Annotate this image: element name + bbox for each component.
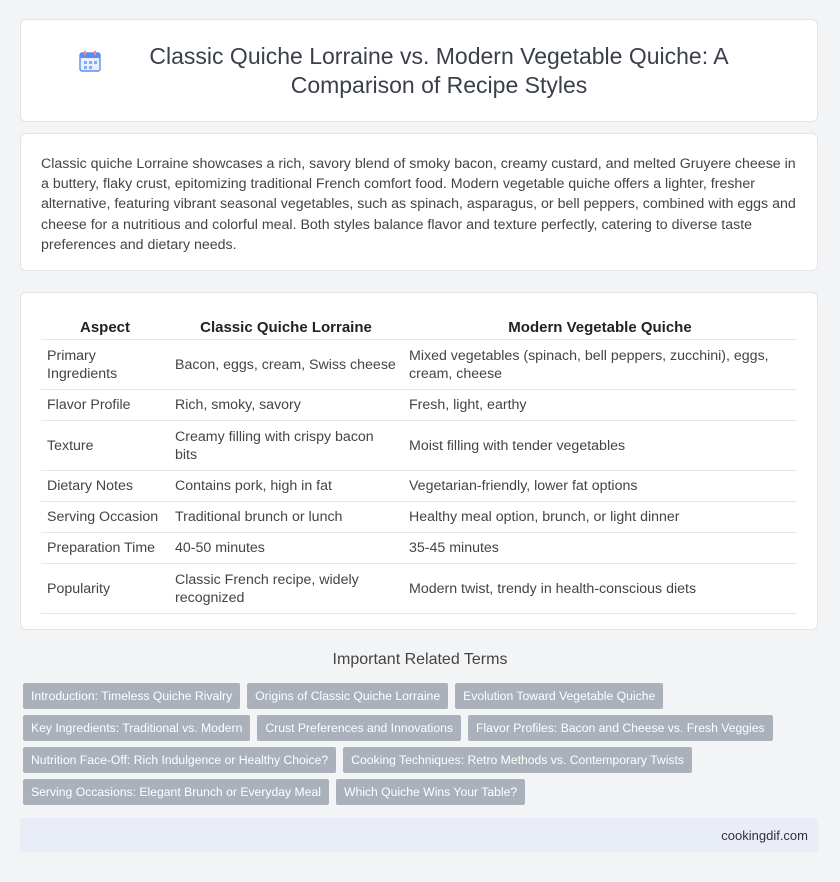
page-title: Classic Quiche Lorraine vs. Modern Vegetable Quiche: A Comparison of Recipe Styles [149, 42, 729, 98]
related-terms-heading: Important Related Terms [332, 651, 508, 668]
table-cell: Mixed vegetables (spinach, bell peppers, zucchini), eggs, cream, cheese [403, 340, 797, 390]
column-header-modern: Modern Vegetable Quiche [403, 313, 797, 340]
column-header-aspect: Aspect [41, 313, 169, 340]
table-cell: Vegetarian-friendly, lower fat options [403, 471, 797, 502]
footer [20, 818, 818, 852]
related-term-tag[interactable]: Origins of Classic Quiche Lorraine [247, 683, 448, 709]
table-cell: Serving Occasion [41, 502, 169, 533]
intro-paragraph: Classic quiche Lorraine showcases a rich, savory blend of smoky bacon, creamy custard, and melted Gruyere cheese in a buttery, flaky crust, epitomizing traditional French comfort food. Modern vegetable quiche offers a lighter, fresher alternative, featuring vibrant seasonal vegetables, such as spinach, asparagus, or bell peppers, combined with eggs and cheese for a nutritious and colorful meal. Both styles balance flavor and texture perfectly, catering to diverse taste preferences and dietary needs. [41, 156, 796, 253]
related-term-tag[interactable]: Nutrition Face-Off: Rich Indulgence or Healthy Choice? [23, 747, 336, 773]
table-header-row [41, 313, 797, 340]
table-row [41, 390, 797, 421]
table-cell: Bacon, eggs, cream, Swiss cheese [169, 340, 403, 390]
comparison-table-card [20, 292, 818, 630]
related-term-tag[interactable]: Serving Occasions: Elegant Brunch or Everyday Meal [23, 779, 329, 805]
related-term-tag[interactable]: Which Quiche Wins Your Table? [336, 779, 525, 805]
table-cell: 40-50 minutes [169, 533, 403, 564]
title-wrap [79, 42, 759, 100]
related-term-tag[interactable]: Cooking Techniques: Retro Methods vs. Contemporary Twists [343, 747, 692, 773]
table-cell: Modern twist, trendy in health-conscious diets [403, 564, 797, 614]
calendar-icon [79, 50, 101, 77]
table-cell: Traditional brunch or lunch [169, 502, 403, 533]
related-terms-list [23, 683, 803, 805]
related-term-tag[interactable]: Evolution Toward Vegetable Quiche [455, 683, 663, 709]
table-row [41, 502, 797, 533]
table-row [41, 564, 797, 614]
related-term-tag[interactable]: Introduction: Timeless Quiche Rivalry [23, 683, 240, 709]
table-cell: Preparation Time [41, 533, 169, 564]
table-cell: Texture [41, 421, 169, 471]
table-cell: Contains pork, high in fat [169, 471, 403, 502]
related-term-tag[interactable]: Key Ingredients: Traditional vs. Modern [23, 715, 250, 741]
table-row [41, 533, 797, 564]
table-cell: Primary Ingredients [41, 340, 169, 390]
table-cell: Creamy filling with crispy bacon bits [169, 421, 403, 471]
table-cell: Classic French recipe, widely recognized [169, 564, 403, 614]
table-row [41, 421, 797, 471]
column-header-classic: Classic Quiche Lorraine [169, 313, 403, 340]
table-cell: Popularity [41, 564, 169, 614]
table-cell: Fresh, light, earthy [403, 390, 797, 421]
table-cell: Healthy meal option, brunch, or light dinner [403, 502, 797, 533]
table-cell: Dietary Notes [41, 471, 169, 502]
comparison-table [41, 313, 797, 614]
table-cell: 35-45 minutes [403, 533, 797, 564]
related-term-tag[interactable]: Flavor Profiles: Bacon and Cheese vs. Fresh Veggies [468, 715, 773, 741]
table-row [41, 471, 797, 502]
table-cell: Rich, smoky, savory [169, 390, 403, 421]
title-card [20, 19, 818, 122]
related-term-tag[interactable]: Crust Preferences and Innovations [257, 715, 461, 741]
intro-card [20, 133, 818, 271]
table-cell: Flavor Profile [41, 390, 169, 421]
table-row [41, 340, 797, 390]
footer-site-name[interactable]: cookingdif.com [721, 827, 808, 843]
table-cell: Moist filling with tender vegetables [403, 421, 797, 471]
